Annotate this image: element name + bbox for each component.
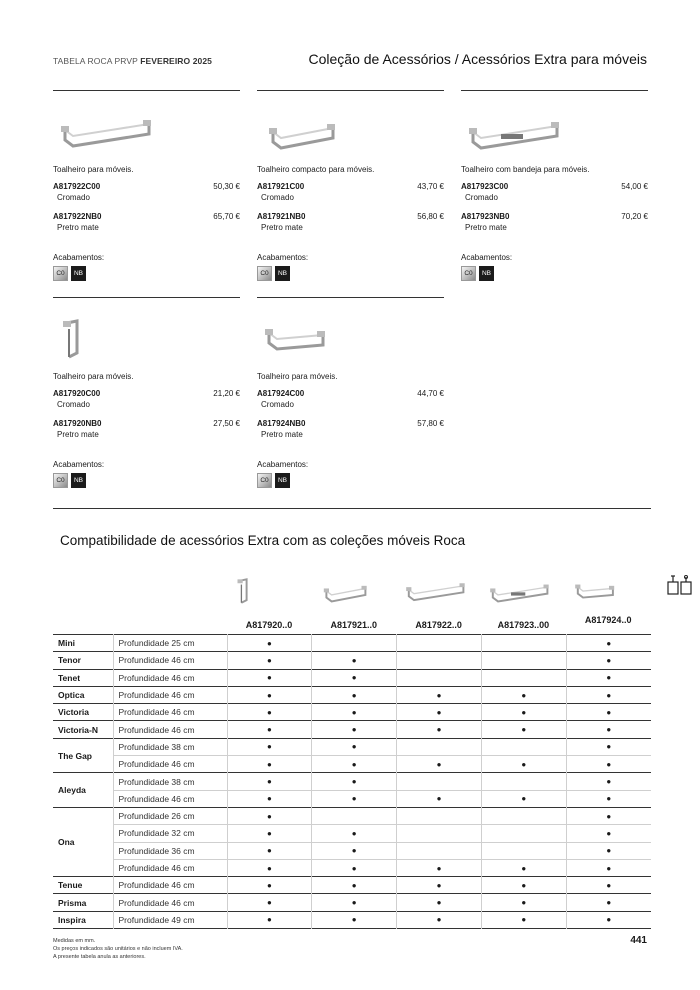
compat-dot: ●: [351, 673, 357, 683]
compat-cell: [227, 738, 312, 755]
column-header: A817920..0: [245, 620, 293, 630]
compat-dot: ●: [606, 638, 612, 648]
depth-cell: Profundidade 46 cm: [113, 894, 227, 911]
swatch-matte-black: NB: [479, 266, 494, 281]
compat-cell: [566, 669, 651, 686]
page-number: 441: [630, 935, 647, 946]
compat-cell: [227, 635, 312, 652]
product-code: A817922C00: [53, 182, 101, 191]
compat-cell: [227, 825, 312, 842]
product-price: 43,70 €: [417, 182, 444, 191]
depth-cell: Profundidade 46 cm: [113, 652, 227, 669]
product-rule: [53, 297, 240, 298]
compat-cell: [227, 721, 312, 738]
product-code: A817920NB0: [53, 419, 102, 428]
compat-cell: [397, 911, 482, 928]
compat-cell: [481, 877, 566, 894]
product-desc: Toalheiro para móveis.: [257, 372, 338, 381]
swatch-chrome: C0: [461, 266, 476, 281]
compat-dot: ●: [266, 707, 272, 717]
depth-cell: Profundidade 46 cm: [113, 721, 227, 738]
compat-dot: ●: [606, 759, 612, 769]
depth-cell: Profundidade 38 cm: [113, 738, 227, 755]
compat-cell: [481, 635, 566, 652]
depth-cell: Profundidade 46 cm: [113, 704, 227, 721]
depth-cell: Profundidade 38 cm: [113, 773, 227, 790]
compat-cell: [227, 911, 312, 928]
product-price: 44,70 €: [417, 389, 444, 398]
compat-dot: ●: [606, 673, 612, 683]
compat-cell: [312, 635, 397, 652]
compat-cell: [481, 825, 566, 842]
table-row: [53, 756, 651, 773]
product-finish: Cromado: [261, 400, 294, 409]
compat-cell: [312, 721, 397, 738]
compat-cell: [312, 842, 397, 859]
product-price: 21,20 €: [213, 389, 240, 398]
compat-dot: ●: [351, 759, 357, 769]
series-name: Victoria: [53, 704, 113, 721]
depth-cell: Profundidade 46 cm: [113, 669, 227, 686]
table-row: [53, 807, 651, 824]
compat-cell: [397, 894, 482, 911]
table-row: [53, 738, 651, 755]
depth-cell: Profundidade 46 cm: [113, 686, 227, 703]
table-row: [53, 790, 651, 807]
swatch-matte-black: NB: [71, 266, 86, 281]
depth-cell: Profundidade 46 cm: [113, 756, 227, 773]
compat-dot: ●: [351, 655, 357, 665]
column-thumb-image: [231, 576, 309, 615]
compat-dot: ●: [521, 898, 527, 908]
series-name: The Gap: [53, 738, 113, 773]
compat-cell: [312, 669, 397, 686]
table-row: [53, 773, 651, 790]
finishes-label: Acabamentos:: [461, 253, 513, 262]
compat-dot: ●: [606, 915, 612, 925]
compat-title: Compatibilidade de acessórios Extra com as coleções móveis Roca: [60, 533, 466, 548]
finishes-label: Acabamentos:: [53, 253, 105, 262]
towel-bar-image: [257, 317, 377, 367]
product-code: A817921NB0: [257, 212, 306, 221]
section-divider: [53, 508, 651, 509]
compat-cell: [481, 721, 566, 738]
compat-dot: ●: [266, 655, 272, 665]
footnote-validity: A presente tabela anula as anteriores.: [53, 954, 146, 960]
product-finish: Pretro mate: [261, 223, 303, 232]
product-code: A817923C00: [461, 182, 509, 191]
column-header: A817922..0: [415, 620, 462, 630]
compat-dot: ●: [436, 880, 442, 890]
compat-cell: [227, 669, 312, 686]
compat-cell: [312, 790, 397, 807]
compat-cell: [566, 877, 651, 894]
bathroom-furniture-icon: [667, 574, 693, 596]
product-price: 54,00 €: [621, 182, 648, 191]
compat-dot: ●: [266, 777, 272, 787]
finishes-label: Acabamentos:: [257, 253, 309, 262]
compat-dot: ●: [351, 846, 357, 856]
compat-cell: [566, 721, 651, 738]
compat-cell: [481, 911, 566, 928]
series-name: Mini: [53, 635, 113, 652]
table-row: [53, 877, 651, 894]
series-name: Tenet: [53, 669, 113, 686]
compat-cell: [312, 686, 397, 703]
compat-cell: [481, 704, 566, 721]
compat-cell: [397, 773, 482, 790]
compat-cell: [227, 773, 312, 790]
product-finish: Pretro mate: [57, 430, 99, 439]
depth-cell: Profundidade 49 cm: [113, 911, 227, 928]
compat-cell: [312, 911, 397, 928]
product-code: A817922NB0: [53, 212, 102, 221]
compat-cell: [566, 807, 651, 824]
compat-dot: ●: [436, 915, 442, 925]
compat-cell: [566, 773, 651, 790]
compat-dot: ●: [606, 707, 612, 717]
product-desc: Toalheiro para móveis.: [53, 165, 134, 174]
product-finish: Cromado: [261, 193, 294, 202]
compat-dot: ●: [436, 863, 442, 873]
series-name: Ona: [53, 807, 113, 876]
compat-cell: [312, 652, 397, 669]
compat-cell: [397, 825, 482, 842]
compat-dot: ●: [521, 863, 527, 873]
table-row: [53, 704, 651, 721]
compat-cell: [566, 825, 651, 842]
compat-dot: ●: [606, 690, 612, 700]
compat-dot: ●: [351, 915, 357, 925]
product-rule: [257, 297, 444, 298]
compat-dot: ●: [266, 811, 272, 821]
compat-cell: [312, 825, 397, 842]
product-finish: Pretro mate: [261, 430, 303, 439]
compat-cell: [312, 738, 397, 755]
compat-dot: ●: [436, 898, 442, 908]
compat-dot: ●: [606, 863, 612, 873]
compat-dot: ●: [266, 846, 272, 856]
compat-dot: ●: [266, 673, 272, 683]
compat-cell: [227, 877, 312, 894]
column-thumb-image: [485, 576, 563, 615]
column-header: A817921..0: [330, 620, 378, 630]
compat-dot: ●: [266, 863, 272, 873]
product-finish: Cromado: [57, 193, 90, 202]
compat-cell: [397, 842, 482, 859]
compat-cell: [566, 652, 651, 669]
compat-cell: [397, 790, 482, 807]
compat-cell: [312, 773, 397, 790]
compat-cell: [481, 686, 566, 703]
compat-cell: [227, 894, 312, 911]
compat-cell: [566, 859, 651, 876]
compat-cell: [566, 686, 651, 703]
compat-dot: ●: [521, 707, 527, 717]
compat-dot: ●: [351, 707, 357, 717]
product-desc: Toalheiro para móveis.: [53, 372, 134, 381]
product-code: A817924C00: [257, 389, 305, 398]
series-name: Optica: [53, 686, 113, 703]
compat-dot: ●: [436, 725, 442, 735]
compat-cell: [481, 842, 566, 859]
compat-dot: ●: [351, 898, 357, 908]
compat-dot: ●: [266, 759, 272, 769]
series-name: Victoria-N: [53, 721, 113, 738]
product-price: 50,30 €: [213, 182, 240, 191]
column-thumb-image: [316, 576, 394, 615]
compat-cell: [481, 773, 566, 790]
table-row: [53, 652, 651, 669]
swatch-matte-black: NB: [71, 473, 86, 488]
swatch-chrome: C0: [53, 473, 68, 488]
table-row: [53, 721, 651, 738]
swatch-matte-black: NB: [275, 473, 290, 488]
towel-bar-image: [53, 317, 173, 367]
product-price: 65,70 €: [213, 212, 240, 221]
compat-dot: ●: [266, 690, 272, 700]
compat-cell: [566, 756, 651, 773]
compat-dot: ●: [521, 880, 527, 890]
table-row: [53, 686, 651, 703]
compat-cell: [566, 842, 651, 859]
column-header: A817924..0: [584, 615, 632, 625]
compat-dot: ●: [606, 811, 612, 821]
table-row: [53, 635, 651, 652]
finishes-label: Acabamentos:: [257, 460, 309, 469]
compat-cell: [397, 721, 482, 738]
product-desc: Toalheiro compacto para móveis.: [257, 165, 375, 174]
column-thumb-image: [401, 576, 479, 615]
series-name: Prisma: [53, 894, 113, 911]
compat-dot: ●: [266, 638, 272, 648]
series-name: Tenue: [53, 877, 113, 894]
table-row: [53, 669, 651, 686]
compat-dot: ●: [351, 742, 357, 752]
compat-dot: ●: [351, 863, 357, 873]
depth-cell: Profundidade 32 cm: [113, 825, 227, 842]
product-finish: Cromado: [465, 193, 498, 202]
compat-dot: ●: [521, 759, 527, 769]
compat-cell: [481, 894, 566, 911]
compat-cell: [566, 911, 651, 928]
compat-dot: ●: [351, 690, 357, 700]
compat-cell: [227, 756, 312, 773]
compat-dot: ●: [436, 707, 442, 717]
towel-bar-image: [461, 110, 581, 160]
product-code: A817924NB0: [257, 419, 306, 428]
compat-dot: ●: [266, 742, 272, 752]
product-code: A817920C00: [53, 389, 101, 398]
compat-cell: [227, 686, 312, 703]
product-price: 57,80 €: [417, 419, 444, 428]
product-price: 56,80 €: [417, 212, 444, 221]
compat-cell: [312, 704, 397, 721]
compat-cell: [397, 686, 482, 703]
depth-cell: Profundidade 46 cm: [113, 877, 227, 894]
compat-cell: [397, 859, 482, 876]
compat-cell: [481, 859, 566, 876]
compat-dot: ●: [521, 690, 527, 700]
compat-dot: ●: [606, 846, 612, 856]
product-finish: Cromado: [57, 400, 90, 409]
footnote-prices: Os preços indicados são unitários e não incluem IVA.: [53, 946, 183, 952]
product-rule: [257, 90, 444, 91]
table-row: [53, 859, 651, 876]
compat-dot: ●: [351, 725, 357, 735]
compat-cell: [227, 842, 312, 859]
table-row: [53, 911, 651, 928]
compat-dot: ●: [266, 915, 272, 925]
compat-cell: [566, 894, 651, 911]
doc-header-left: [53, 56, 212, 66]
compat-cell: [227, 807, 312, 824]
compat-dot: ●: [266, 794, 272, 804]
compat-cell: [312, 756, 397, 773]
header-prefix: TABELA ROCA PRVP: [53, 56, 141, 66]
compat-cell: [312, 877, 397, 894]
swatch-chrome: C0: [257, 266, 272, 281]
compat-cell: [481, 790, 566, 807]
compat-cell: [312, 859, 397, 876]
compat-dot: ●: [436, 690, 442, 700]
compat-cell: [397, 877, 482, 894]
compat-cell: [397, 704, 482, 721]
compat-cell: [312, 894, 397, 911]
series-name: Aleyda: [53, 773, 113, 808]
compat-cell: [227, 704, 312, 721]
compat-cell: [566, 790, 651, 807]
compat-dot: ●: [521, 794, 527, 804]
depth-cell: Profundidade 36 cm: [113, 842, 227, 859]
series-name: Tenor: [53, 652, 113, 669]
towel-bar-image: [53, 110, 173, 160]
depth-cell: Profundidade 25 cm: [113, 635, 227, 652]
towel-bar-image: [257, 110, 377, 160]
footnote-measure: Medidas em mm.: [53, 938, 96, 944]
depth-cell: Profundidade 46 cm: [113, 859, 227, 876]
table-row: [53, 842, 651, 859]
table-row: [53, 894, 651, 911]
finishes-label: Acabamentos:: [53, 460, 105, 469]
compat-cell: [481, 669, 566, 686]
compat-cell: [481, 738, 566, 755]
product-price: 70,20 €: [621, 212, 648, 221]
compat-dot: ●: [351, 794, 357, 804]
column-thumb-image: [570, 576, 648, 615]
product-code: A817921C00: [257, 182, 305, 191]
compat-cell: [397, 738, 482, 755]
product-desc: Toalheiro com bandeja para móveis.: [461, 165, 590, 174]
product-price: 27,50 €: [213, 419, 240, 428]
compat-cell: [397, 669, 482, 686]
product-finish: Pretro mate: [465, 223, 507, 232]
compat-dot: ●: [606, 742, 612, 752]
compat-dot: ●: [266, 725, 272, 735]
compat-dot: ●: [266, 880, 272, 890]
product-rule: [53, 90, 240, 91]
compat-dot: ●: [606, 828, 612, 838]
swatch-matte-black: NB: [275, 266, 290, 281]
compat-cell: [481, 807, 566, 824]
header-date: FEVEREIRO 2025: [140, 56, 213, 66]
compat-cell: [397, 756, 482, 773]
compat-cell: [481, 652, 566, 669]
compat-dot: ●: [521, 915, 527, 925]
compat-dot: ●: [351, 777, 357, 787]
swatch-chrome: C0: [53, 266, 68, 281]
compat-dot: ●: [606, 655, 612, 665]
column-header: A817923..00: [497, 620, 550, 630]
compat-cell: [397, 652, 482, 669]
series-name: Inspira: [53, 911, 113, 928]
compat-dot: ●: [436, 794, 442, 804]
compat-cell: [227, 652, 312, 669]
compat-cell: [227, 859, 312, 876]
compat-cell: [481, 756, 566, 773]
compat-dot: ●: [606, 898, 612, 908]
depth-cell: Profundidade 46 cm: [113, 790, 227, 807]
compat-dot: ●: [351, 828, 357, 838]
page-title: Coleção de Acessórios / Acessórios Extra para móveis: [308, 51, 647, 67]
compat-dot: ●: [606, 777, 612, 787]
compat-dot: ●: [266, 898, 272, 908]
compat-cell: [566, 738, 651, 755]
compat-dot: ●: [606, 880, 612, 890]
compat-table: [53, 634, 651, 929]
compat-dot: ●: [606, 725, 612, 735]
compat-dot: ●: [436, 759, 442, 769]
product-code: A817923NB0: [461, 212, 510, 221]
depth-cell: Profundidade 26 cm: [113, 807, 227, 824]
compat-cell: [397, 807, 482, 824]
footnotes: [53, 937, 183, 961]
compat-dot: ●: [521, 725, 527, 735]
compat-dot: ●: [266, 828, 272, 838]
compat-cell: [397, 635, 482, 652]
product-rule: [461, 90, 648, 91]
swatch-chrome: C0: [257, 473, 272, 488]
compat-cell: [566, 635, 651, 652]
product-finish: Pretro mate: [57, 223, 99, 232]
compat-cell: [312, 807, 397, 824]
table-row: [53, 825, 651, 842]
compat-cell: [566, 704, 651, 721]
compat-dot: ●: [606, 794, 612, 804]
compat-dot: ●: [351, 880, 357, 890]
compat-cell: [227, 790, 312, 807]
